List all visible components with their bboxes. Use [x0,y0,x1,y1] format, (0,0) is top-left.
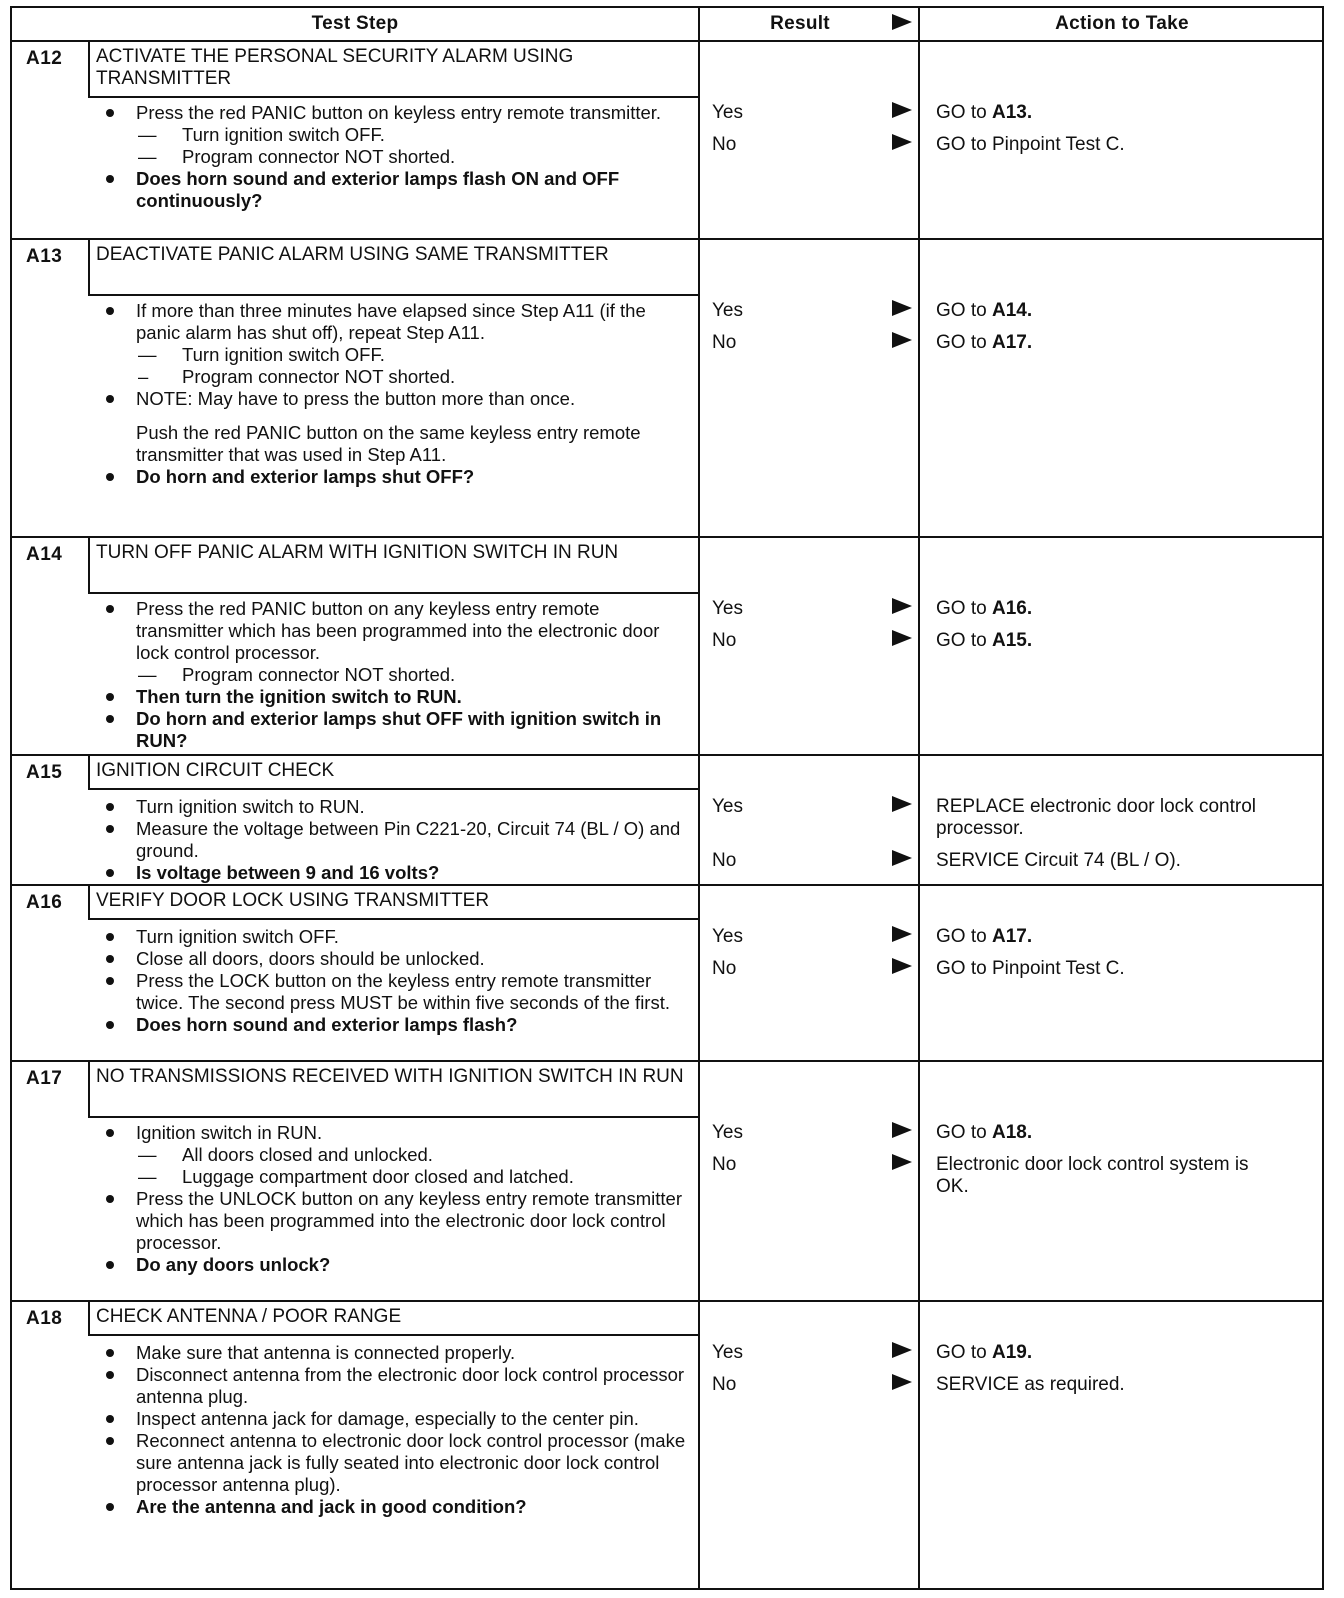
step-id: A14 [26,544,63,565]
result-arrow-icon [892,300,912,316]
step-title: ACTIVATE THE PERSONAL SECURITY ALARM USING TRANSMITTER [88,42,699,98]
step-title: DEACTIVATE PANIC ALARM USING SAME TRANSMITTER [88,240,699,296]
step-id: A15 [26,762,63,783]
step-instructions [100,300,690,488]
result-arrow-icon [892,1374,912,1390]
action-yes: GO to A17. [936,926,1033,947]
result-arrow-icon [892,1154,912,1170]
step-title: TURN OFF PANIC ALARM WITH IGNITION SWITCH IN RUN [88,538,699,594]
result-arrow-icon [892,958,912,974]
result-yes: Yes [712,796,743,817]
step-title: CHECK ANTENNA / POOR RANGE [88,1302,699,1336]
result-arrow-icon [892,102,912,118]
action-yes: GO to A14. [936,300,1033,321]
step-question: Does horn sound and exterior lamps flash? [100,1014,690,1036]
result-no: No [712,850,737,871]
step-question: Does horn sound and exterior lamps flash ON and OFF continuously? [100,168,690,212]
step-question: Do horn and exterior lamps shut OFF with ignition switch in RUN? [100,708,690,752]
action-no: SERVICE Circuit 74 (BL / O). [936,850,1181,871]
instruction-item: Disconnect antenna from the electronic door lock control processor antenna plug. [100,1364,690,1408]
instruction-subitem: — Program connector NOT shorted. [138,146,456,167]
result-no: No [712,1374,737,1395]
action-no: Electronic door lock control system is OK. [936,1154,1249,1197]
result-no: No [712,134,737,155]
instruction-subitem: – Program connector NOT shorted. [138,366,456,387]
instruction-item: Press the UNLOCK button on any keyless entry remote transmitter which has been programmed into the electronic door lock control processor. [100,1188,690,1254]
step-instructions [100,102,690,212]
action-no: GO to A15. [936,630,1033,651]
result-arrow-icon [892,332,912,348]
instruction-item: Ignition switch in RUN. [100,1122,690,1144]
step-question: Are the antenna and jack in good condition? [100,1496,690,1518]
instruction-item: NOTE: May have to press the button more than once. [100,388,690,410]
result-yes: Yes [712,1342,743,1363]
header-test-step: Test Step [311,13,399,34]
result-arrow-icon [892,850,912,866]
result-yes: Yes [712,102,743,123]
step-id: A18 [26,1308,63,1329]
step-title: NO TRANSMISSIONS RECEIVED WITH IGNITION SWITCH IN RUN [88,1062,699,1118]
step-id: A13 [26,246,63,267]
action-yes: GO to A13. [936,102,1033,123]
instruction-item: Turn ignition switch OFF. [100,926,690,948]
result-no: No [712,1154,737,1175]
step-id: A17 [26,1068,63,1089]
header-action: Action to Take [1055,13,1189,34]
instruction-item: Press the LOCK button on the keyless entry remote transmitter twice. The second press MUST be within five seconds of the first. [100,970,690,1014]
result-arrow-icon [892,630,912,646]
instruction-item: Inspect antenna jack for damage, especially to the center pin. [100,1408,690,1430]
step-instructions [100,1122,690,1276]
result-arrow-icon [892,1122,912,1138]
step-instructions [100,598,690,752]
result-no: No [712,958,737,979]
step-instructions [100,1342,690,1518]
action-yes: REPLACE electronic door lock control processor. [936,796,1256,839]
step-title: IGNITION CIRCUIT CHECK [88,756,699,790]
action-no: SERVICE as required. [936,1374,1125,1395]
instruction-subitem: — Program connector NOT shorted. [138,664,456,685]
result-yes: Yes [712,598,743,619]
result-arrow-icon [892,796,912,812]
instruction-paragraph: Push the red PANIC button on the same keyless entry remote transmitter that was used in Step A11. [136,422,641,465]
instruction-item: Close all doors, doors should be unlocked. [100,948,690,970]
column-divider-result [918,8,920,1588]
instruction-subitem: — Turn ignition switch OFF. [138,344,385,365]
result-yes: Yes [712,926,743,947]
step-instructions [100,796,690,884]
instruction-item: If more than three minutes have elapsed since Step A11 (if the panic alarm has shut off), repeat Step A11. [100,300,690,344]
result-no: No [712,332,737,353]
instruction-subitem: — Luggage compartment door closed and latched. [138,1166,574,1187]
step-question: Do horn and exterior lamps shut OFF? [100,466,690,488]
instruction-subitem: — Turn ignition switch OFF. [138,124,385,145]
action-no: GO to Pinpoint Test C. [936,958,1125,979]
step-instructions [100,926,690,1036]
step-id: A12 [26,48,63,69]
step-question: Is voltage between 9 and 16 volts? [100,862,690,884]
action-yes: GO to A16. [936,598,1033,619]
instruction-subitem: — All doors closed and unlocked. [138,1144,433,1165]
step-question: Do any doors unlock? [100,1254,690,1276]
instruction-item: Press the red PANIC button on any keyless entry remote transmitter which has been programmed into the electronic door lock control processor. [100,598,690,664]
header-result: Result [770,13,830,34]
instruction-item: Measure the voltage between Pin C221-20, Circuit 74 (BL / O) and ground. [100,818,690,862]
test-procedure-table [10,6,1324,1590]
result-arrow-icon [892,926,912,942]
instruction-item: Then turn the ignition switch to RUN. [100,686,690,708]
result-arrow-icon [892,134,912,150]
step-id: A16 [26,892,63,913]
header-arrow-icon [892,14,912,30]
instruction-item: Reconnect antenna to electronic door lock control processor (make sure antenna jack is fully seated into electronic door lock control processor antenna plug). [100,1430,690,1496]
action-yes: GO to A19. [936,1342,1033,1363]
action-yes: GO to A18. [936,1122,1033,1143]
action-no: GO to A17. [936,332,1033,353]
result-arrow-icon [892,598,912,614]
result-no: No [712,630,737,651]
instruction-item: Make sure that antenna is connected properly. [100,1342,690,1364]
instruction-item: Turn ignition switch to RUN. [100,796,690,818]
result-yes: Yes [712,300,743,321]
step-title: VERIFY DOOR LOCK USING TRANSMITTER [88,886,699,920]
result-arrow-icon [892,1342,912,1358]
result-yes: Yes [712,1122,743,1143]
action-no: GO to Pinpoint Test C. [936,134,1125,155]
instruction-item: Press the red PANIC button on keyless entry remote transmitter. [100,102,690,124]
